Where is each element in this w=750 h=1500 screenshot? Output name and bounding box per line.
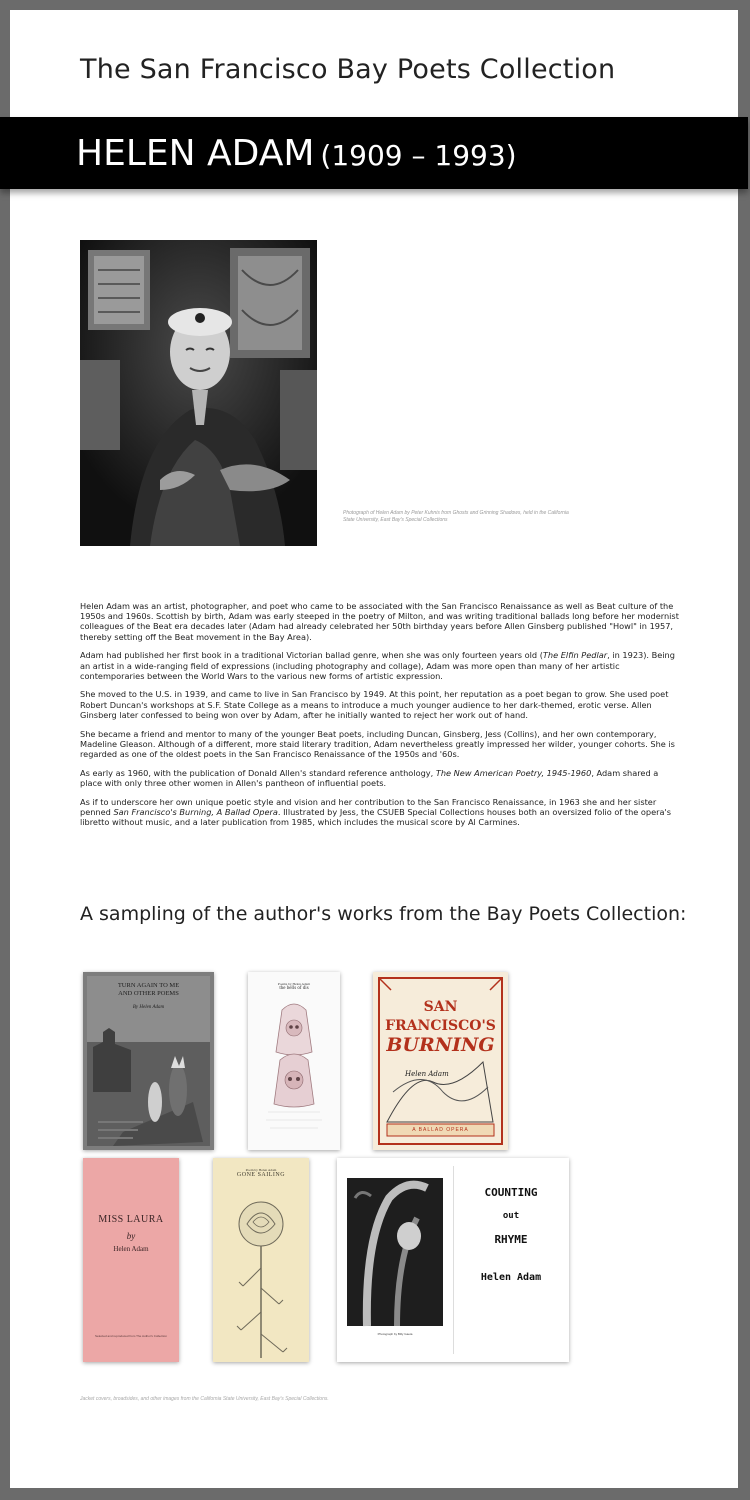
series-title: The San Francisco Bay Poets Collection — [80, 54, 616, 85]
biography — [80, 601, 680, 836]
bio-paragraph: Helen Adam was an artist, photographer, and poet who came to be associated with the San Francisco Renaissance as well as Beat culture of the 1950s and 1960s. Scottish by birth, Adam was early steeped in the poetry of Milton, and was writing traditional ballads long before her modernist colleagues of the Beat era decades later (Adam had already celebrated her 50th birthday years before Allen Ginsberg published "Howl" in 1957, thereby setting off the Beat movement in the Bay Area). — [80, 601, 679, 642]
book-cover-miss-laura — [83, 1158, 179, 1362]
bio-paragraph: She moved to the U.S. in 1939, and came to live in San Francisco by 1949. At this point, her reputation as a poet began to grow. She used poet Robert Duncan's workshops at S.F. State College as a means to introduce a much younger audience to her dark-themed, erotic verse. Allen Ginsberg later confessed to being won over by Adam, after he initially wanted to reject her work out of hand. — [80, 689, 669, 720]
book-cover-bells-of-dis — [248, 972, 340, 1150]
burning-title-2: BURNING — [386, 1034, 495, 1056]
miss-laura-footer: Selected and reproduced from The Author's Collection — [95, 1334, 167, 1338]
turn-again-author: By Helen Adam — [132, 1005, 165, 1010]
bells-title: the bells of dis — [279, 986, 309, 991]
bio-paragraph: She became a friend and mentor to many of the younger Beat poets, including Duncan, Ginsberg, Jess (Collins), and her own contemporary, Madeline Gleason. Although of a different, more staid literary tradition, Adam nevertheless greatly impressed her wilder, younger cohorts. She is regarded as one of the oldest poets in the San Francisco Renaissance of the 1950s and '60s. — [80, 728, 675, 759]
counting-author: Helen Adam — [480, 1272, 542, 1283]
burning-footer: A BALLAD OPERA — [412, 1127, 469, 1133]
book-title-ref: The New American Poetry, 1945-1960 — [435, 767, 592, 778]
portrait-photo — [80, 240, 317, 546]
bells-illustration — [248, 972, 340, 1150]
bio-paragraph — [80, 768, 680, 788]
burning-author: Helen Adam — [405, 1070, 449, 1078]
poet-name-heading — [76, 133, 517, 174]
bio-paragraph — [80, 797, 680, 828]
turn-again-title-2: AND OTHER POEMS — [118, 990, 179, 997]
book-cover-turn-again — [83, 972, 214, 1150]
gone-sailing-illustration — [213, 1158, 309, 1362]
miss-laura-title: MISS LAURA — [98, 1214, 164, 1225]
exhibit-panel — [10, 10, 738, 1488]
poet-name-banner — [0, 117, 748, 189]
bells-kicker: Poems by Helen Adam — [277, 982, 311, 986]
book-title-ref: The Elfin Pedlar — [542, 650, 608, 661]
bio-text: Adam had published her first book in a traditional Victorian ballad genre, when she was only fourteen years old ( — [80, 650, 543, 661]
image-credits-caption: Jacket covers, broadsides, and other images from the California State University, East Bay's Special Collections. — [80, 1396, 329, 1402]
burning-title-1: SAN FRANCISCO'S — [385, 999, 496, 1034]
counting-photo-credit: Photograph by Billy Gaeta — [377, 1332, 413, 1336]
portrait-illustration — [80, 240, 317, 546]
poet-name: HELEN ADAM — [76, 133, 315, 174]
bio-text: As early as 1960, with the publication of Donald Allen's standard reference anthology, — [80, 767, 436, 778]
bio-text: , Adam shared a place with only three other women in Allen's pantheon of influential poets. — [80, 767, 659, 788]
bio-text: . Illustrated by Jess, the CSUEB Special Collections houses both an oversized folio of the opera's libretto without music, and a later publication from 1985, which includes the musical score by Al Carmines. — [80, 806, 672, 827]
miss-laura-by: by — [126, 1231, 136, 1241]
bio-text: As if to underscore her own unique poetic style and vision and her contribution to the San Francisco Renaissance, in 1963 she and her sister penned — [80, 796, 657, 817]
counting-title-1: COUNTING — [484, 1186, 538, 1199]
bio-text: , in 1923). Being an artist in a wide-ranging field of expressions (including photography and collage), Adam was more open than many of her artistic contemporaries between the World Wars to the various new forms of artistic expression. — [80, 650, 675, 681]
book-cover-sf-burning — [373, 972, 508, 1150]
counting-title-3: RHYME — [494, 1233, 528, 1246]
bio-paragraph — [80, 650, 680, 681]
book-title-ref: San Francisco's Burning, A Ballad Opera — [113, 806, 278, 817]
counting-title-2: out — [502, 1211, 520, 1221]
gone-sailing-kicker: Poem by Helen Adam — [245, 1168, 277, 1172]
miss-laura-author: Helen Adam — [113, 1245, 149, 1253]
book-cover-gone-sailing — [213, 1158, 309, 1362]
gone-sailing-title: GONE SAILING — [236, 1172, 286, 1178]
turn-again-title-1: TURN AGAIN TO ME — [117, 982, 180, 989]
poet-dates: (1909 – 1993) — [320, 139, 517, 172]
portrait-caption: Photograph of Helen Adam by Peter Kuhnis from Ghosts and Grinning Shadows, held in the California State University, East Bay's Special Collections — [343, 510, 569, 523]
book-cover-counting-out-rhyme — [337, 1158, 569, 1362]
sampling-heading: A sampling of the author's works from the Bay Poets Collection: — [80, 903, 687, 925]
